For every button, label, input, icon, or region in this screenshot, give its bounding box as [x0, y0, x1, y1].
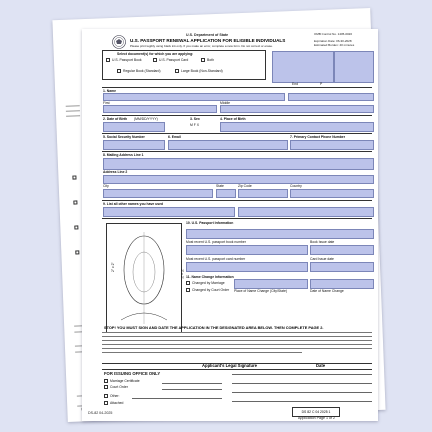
address-line-2-label: Address Line 2 [103, 170, 128, 174]
place-of-birth-field[interactable] [220, 122, 374, 132]
date-of-change-label: Date of Name Change [310, 289, 344, 293]
back-checkbox [72, 175, 76, 179]
place-of-change-field[interactable] [234, 279, 308, 289]
signature-label: Applicant's Legal Signature [202, 363, 257, 368]
card-issue-field[interactable] [310, 262, 374, 272]
address-line-2-row [102, 169, 372, 183]
court-order-label: Court Order [110, 385, 128, 389]
phone-label: 7. Primary Contact Phone Number [290, 135, 346, 139]
other-name-field-1[interactable] [103, 207, 235, 217]
stop-instruction: STOP! YOU MUST SIGN AND DATE THE APPLICATION IN THE DESIGNATED AREA BELOW. THEN COMPLETE PAGE 2. [104, 325, 324, 330]
changed-by-court-label: Changed by Court Order [192, 288, 230, 292]
mailing-address-row [102, 151, 372, 170]
phone-field[interactable] [290, 140, 374, 150]
changed-by-marriage-checkbox[interactable] [186, 281, 190, 285]
estimated-burden: Estimated Burden: 40 minutes [314, 43, 355, 47]
passport-book-label: U.S. Passport Book [112, 58, 142, 62]
place-of-birth-label: 4. Place of Birth [220, 117, 246, 121]
name-row [102, 87, 372, 102]
birth-info-row [102, 115, 372, 132]
photo-area [106, 223, 185, 333]
expiration-date: Expiration Date: 06-30-2028 [314, 39, 352, 43]
regular-book-checkbox[interactable] [117, 69, 121, 73]
back-checkbox [75, 250, 79, 254]
zip-field[interactable] [238, 189, 288, 198]
other-names-row [102, 200, 372, 217]
city-state-row [102, 184, 372, 198]
issuing-office-label: FOR ISSUING OFFICE ONLY [104, 371, 161, 376]
other-name-field-2[interactable] [238, 207, 374, 217]
document-selection-box [102, 50, 266, 80]
office-code-label: End [292, 82, 299, 86]
form-number: DS-82 04-2025 [88, 411, 113, 415]
place-of-change-label: Place of Name Change (City/State) [234, 289, 287, 293]
select-documents-label: Select document(s) for which you are applying: [117, 52, 194, 56]
recent-book-field[interactable] [186, 245, 308, 255]
card-issue-label: Card Issue date [310, 257, 334, 261]
attached-checkbox[interactable] [104, 401, 108, 405]
back-checkbox [73, 200, 77, 204]
passport-info-label: 10. U.S. Passport Information [186, 221, 234, 225]
changed-by-court-checkbox[interactable] [186, 288, 190, 292]
other-names-label: 9. List all other names you have used [103, 202, 164, 206]
sex-label: 3. Sex [190, 117, 200, 121]
regular-book-label: Regular Book (Standard) [123, 69, 161, 73]
changed-by-marriage-label: Changed by Marriage [192, 281, 225, 285]
recent-card-field[interactable] [186, 262, 308, 272]
office-code-label-2: P [320, 82, 323, 86]
signature-date-label: Date [316, 363, 326, 368]
contact-row [102, 133, 372, 150]
mailing-address-label: 8. Mailing Address Line 1 [103, 153, 144, 157]
email-field[interactable] [168, 140, 288, 150]
city-label: City [103, 184, 109, 188]
recent-card-label: Most recent U.S. passport card number [186, 257, 246, 261]
back-checkbox [74, 225, 78, 229]
front-page-sheet [82, 29, 378, 421]
first-name-label: First [103, 101, 110, 105]
middle-name-field[interactable] [220, 105, 374, 113]
attached-label: Attached [110, 401, 124, 405]
country-label: Country [290, 184, 302, 188]
state-field[interactable] [216, 189, 236, 198]
state-label: State [216, 184, 224, 188]
ssn-field[interactable] [103, 140, 165, 150]
date-format-label: (MM/DD/YYYY) [134, 117, 158, 121]
agency-name: U.S. Department of State [186, 33, 229, 37]
office-use-box-right [334, 51, 374, 83]
name-label: 1. Name [103, 89, 117, 93]
country-field[interactable] [290, 189, 374, 198]
passport-card-checkbox[interactable] [153, 58, 157, 62]
sex-options[interactable]: M F X [190, 123, 200, 127]
omb-control-number: OMB Control No. 1405-0020 [314, 32, 353, 36]
date-of-birth-field[interactable] [103, 122, 165, 132]
city-field[interactable] [103, 189, 213, 198]
both-checkbox[interactable] [201, 58, 205, 62]
photo-passport-section [102, 218, 372, 334]
recent-book-label: Most recent U.S. passport book number [186, 240, 246, 244]
declaration-text-block [102, 331, 372, 355]
marriage-certificate-label: Marriage Certificate [110, 379, 140, 383]
both-label: Both [207, 58, 214, 62]
form-title: U.S. PASSPORT RENEWAL APPLICATION FOR ELIGIBLE INDIVIDUALS [130, 38, 286, 43]
large-book-checkbox[interactable] [175, 69, 179, 73]
first-middle-row [102, 101, 372, 113]
other-checkbox[interactable] [104, 394, 108, 398]
name-suffix-field[interactable] [288, 93, 374, 101]
passport-book-checkbox[interactable] [106, 58, 110, 62]
department-seal-icon [112, 35, 126, 49]
form-barcode-number: DS 82 C 04 2025 1 [292, 407, 340, 417]
court-order-checkbox[interactable] [104, 385, 108, 389]
book-issue-field[interactable] [310, 245, 374, 255]
photo-size-label-right: 2" x 2" [180, 269, 185, 279]
marriage-certificate-checkbox[interactable] [104, 379, 108, 383]
back-page-edge-text [66, 105, 80, 106]
last-name-field[interactable] [103, 93, 285, 101]
ssn-label: 5. Social Security Number [103, 135, 145, 139]
email-label: 6. Email [168, 135, 181, 139]
instructions-line: Please print legibly using black ink only. If you make an error, complete a new form. Do not correct or erase. [130, 44, 273, 48]
page-number: Application Page 1 of 2 [298, 416, 335, 420]
issuing-office-section [102, 369, 372, 410]
office-use-box [272, 51, 334, 83]
name-change-label: 11. Name Change Information [186, 275, 234, 279]
date-of-birth-label: 2. Date of Birth [103, 117, 128, 121]
address-line-2-field[interactable] [103, 175, 374, 184]
middle-name-label: Middle [220, 101, 230, 105]
other-label: Other: [110, 394, 120, 398]
first-name-field[interactable] [103, 105, 217, 113]
book-issue-label: Book Issue date [310, 240, 335, 244]
passport-name-field[interactable] [186, 229, 374, 239]
date-of-change-field[interactable] [310, 279, 374, 289]
zip-label: Zip Code [238, 184, 252, 188]
large-book-label: Large Book (Non-Standard) [181, 69, 223, 73]
photo-size-label-left: 2" x 2" [111, 262, 115, 272]
passport-card-label: U.S. Passport Card [159, 58, 189, 62]
photo-guide-icon [119, 230, 169, 326]
